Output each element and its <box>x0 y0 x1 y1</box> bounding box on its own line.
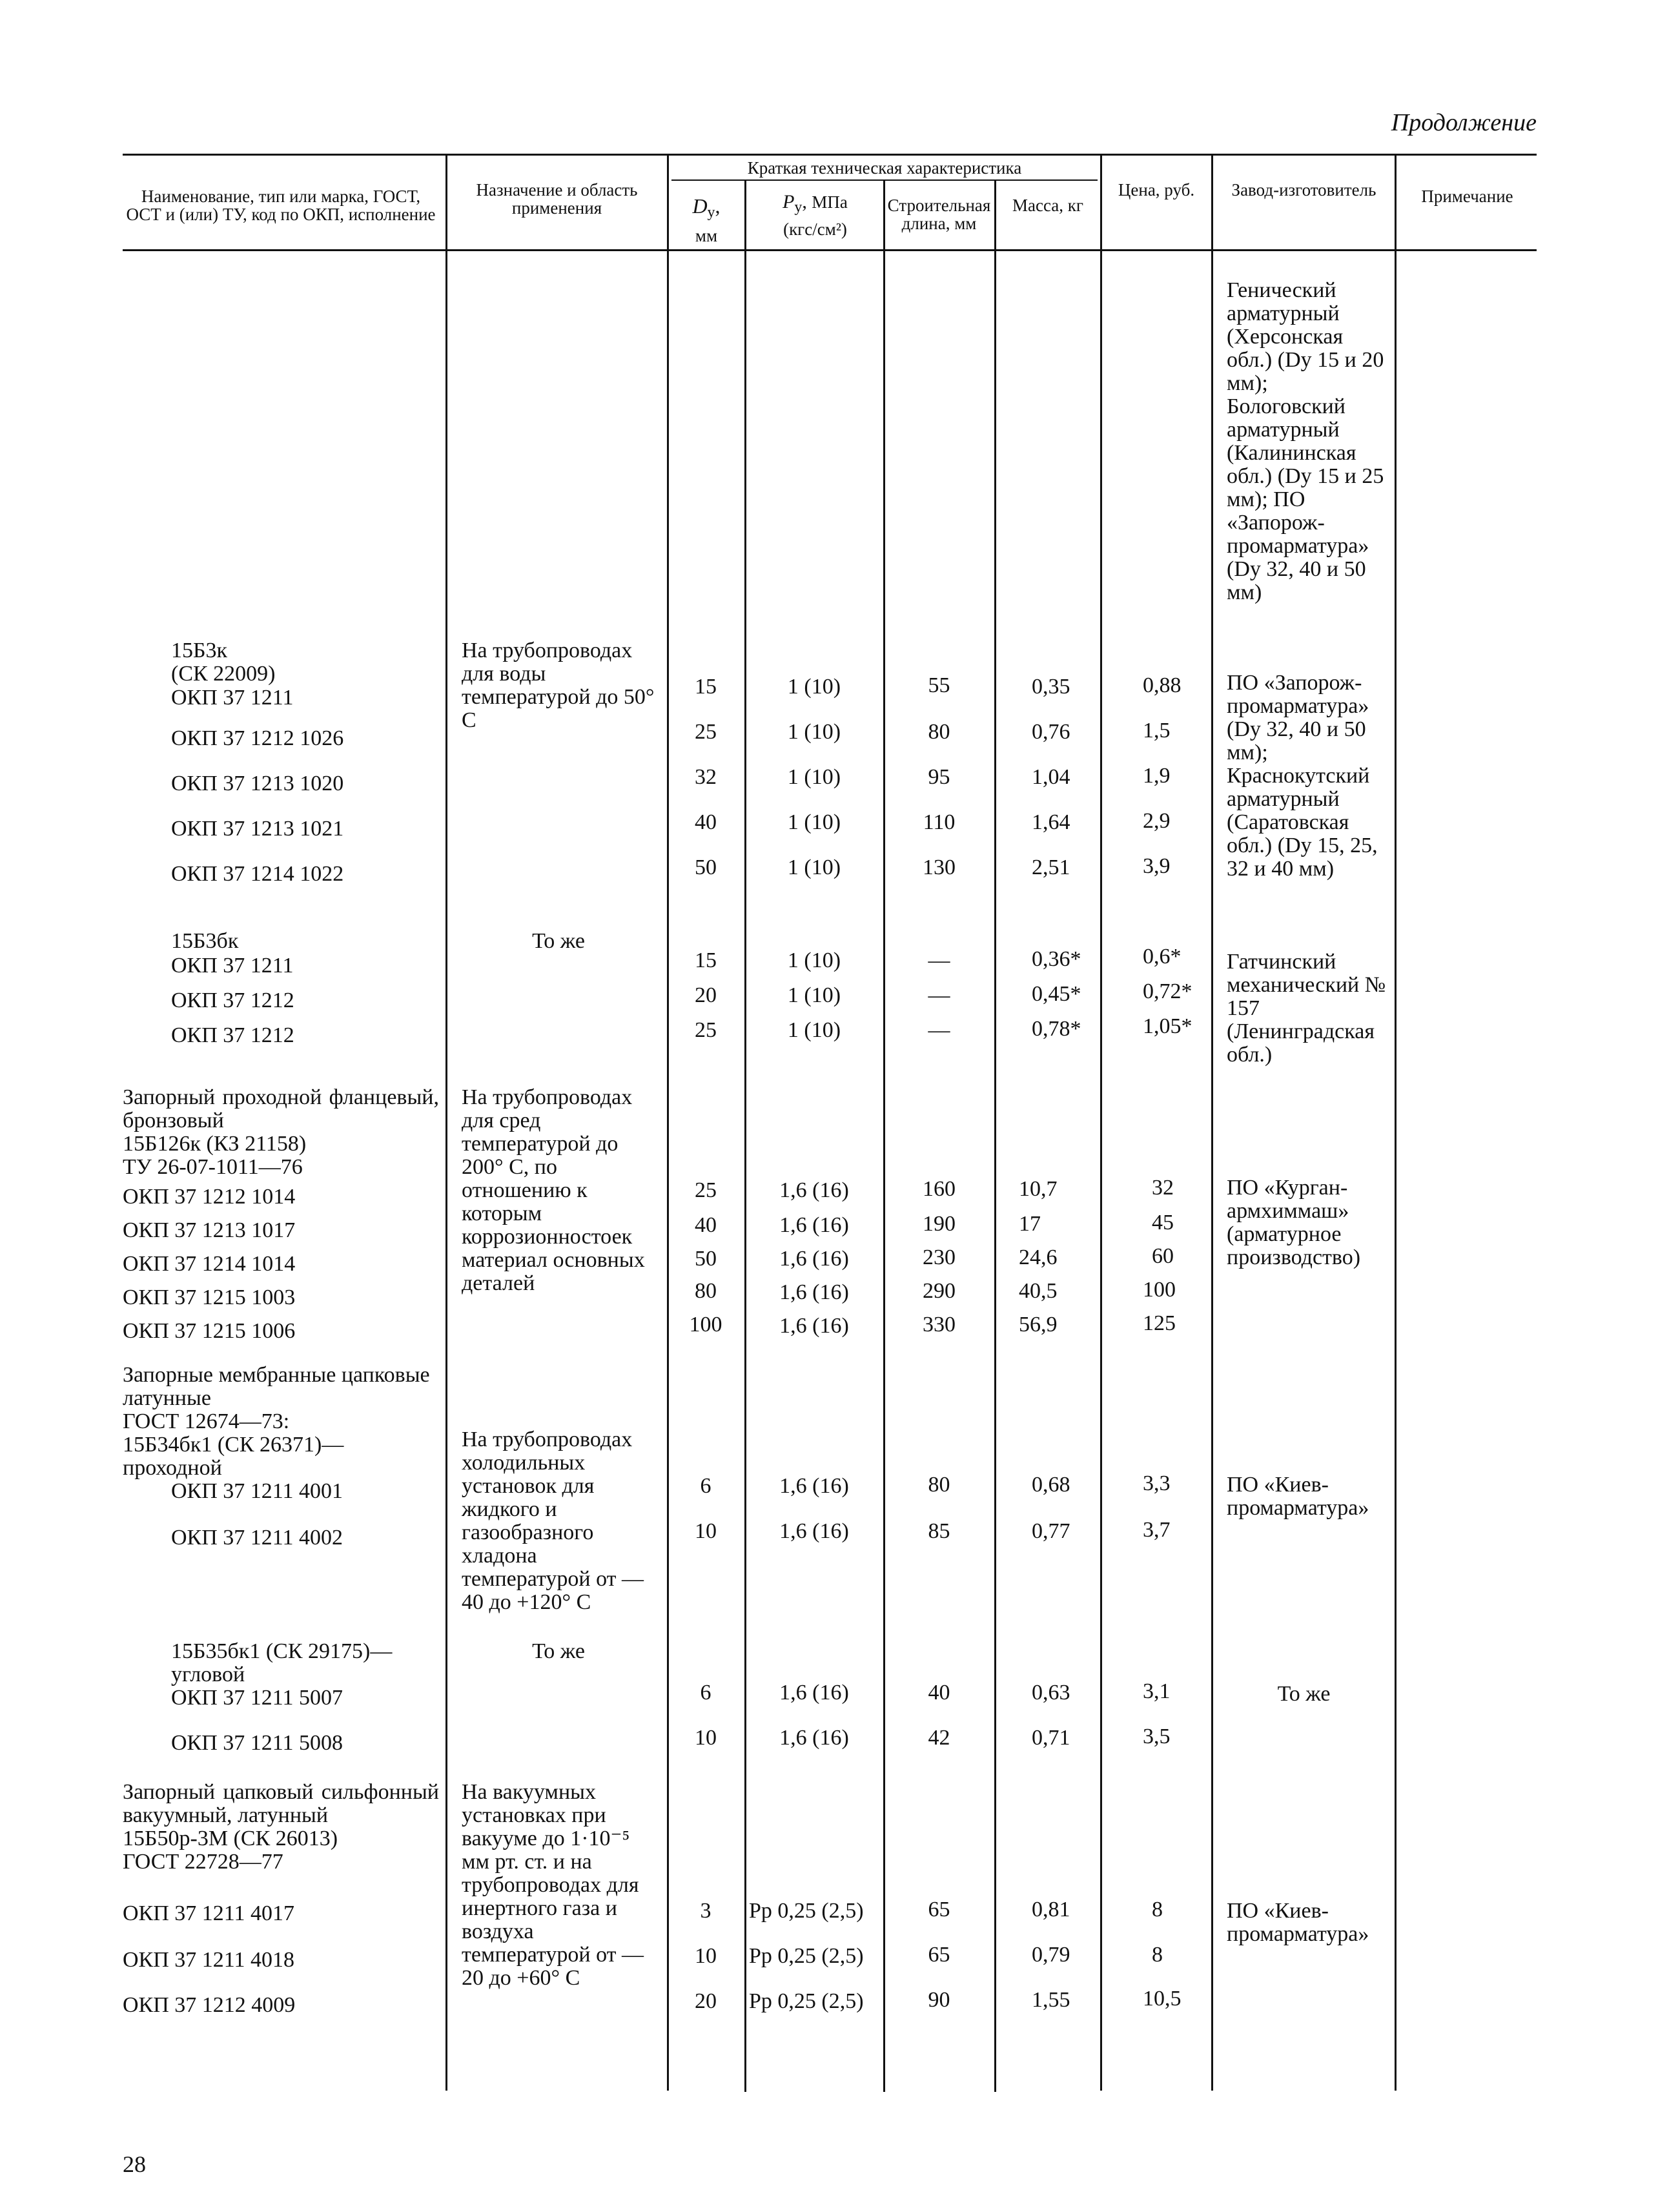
group-maker: Гатчинский механический № 157 (Ленинградская обл.) <box>1227 950 1386 1067</box>
length-value: 90 <box>928 1988 950 2012</box>
dy-value: 25 <box>695 1018 717 1042</box>
length-value: 65 <box>928 1943 950 1967</box>
price-value: 0,72* <box>1143 979 1192 1003</box>
header-py: $P_у$, МПа (кгс/см²) <box>783 191 848 239</box>
price-value: 3,9 <box>1143 854 1171 878</box>
dy-value: 10 <box>695 1726 717 1750</box>
dy-value: 40 <box>695 1213 717 1237</box>
okp-code: ОКП 37 1212 4009 <box>123 1993 296 2017</box>
header-top-rule <box>123 154 1537 156</box>
header-maker: Завод-изготовитель <box>1231 180 1376 200</box>
dy-value: 100 <box>689 1313 722 1336</box>
group-purpose: На вакуумных установках при вакууме до 1·10⁻⁵ мм рт. ст. и на трубопроводах для инертного газа и воздуха температурой от —20 до +60° С <box>462 1780 644 1990</box>
mass-value: 40,5 <box>1019 1279 1058 1303</box>
header-note: Примечание <box>1421 187 1513 206</box>
dy-value: 25 <box>695 720 717 744</box>
okp-code: ОКП 37 1211 5008 <box>171 1731 343 1755</box>
mass-value: 0,71 <box>1032 1726 1070 1750</box>
price-value: 3,3 <box>1143 1471 1171 1495</box>
price-value: 45 <box>1152 1211 1174 1234</box>
col-rule-1 <box>445 154 447 2091</box>
length-value: — <box>928 948 950 972</box>
group-maker: То же <box>1277 1682 1331 1706</box>
py-value: 1 (10) <box>787 855 841 879</box>
py-value: 1 (10) <box>787 983 841 1007</box>
py-value: 1 (10) <box>787 675 841 699</box>
price-value: 8 <box>1152 1943 1163 1967</box>
mass-value: 17 <box>1019 1212 1041 1236</box>
py-value: 1 (10) <box>787 1018 841 1042</box>
okp-code: ОКП 37 1215 1006 <box>123 1319 296 1343</box>
length-value: 95 <box>928 765 950 789</box>
okp-code: ОКП 37 1212 <box>171 1023 294 1047</box>
okp-code: ОКП 37 1211 5007 <box>171 1686 343 1710</box>
okp-code: ОКП 37 1214 1022 <box>171 862 344 886</box>
header-bottom-rule <box>123 249 1537 251</box>
group-maker: ПО «Киев-промарматура» <box>1227 1899 1369 1946</box>
price-value: 60 <box>1152 1244 1174 1268</box>
price-value: 2,9 <box>1143 809 1171 833</box>
length-value: 290 <box>923 1279 956 1303</box>
dy-value: 80 <box>695 1279 717 1303</box>
dy-value: 20 <box>695 983 717 1007</box>
length-value: 40 <box>928 1681 950 1705</box>
okp-code: ОКП 37 1213 1020 <box>171 772 344 795</box>
dy-value: 50 <box>695 1247 717 1271</box>
header-purpose: Назначение и область применения <box>476 180 638 218</box>
length-value: 230 <box>923 1245 956 1269</box>
mass-value: 0,76 <box>1032 720 1070 744</box>
group-name: Запорные мембранные цапковые латунные ГОСТ 12674—73: 15Б34бк1 (СК 26371)— проходной <box>123 1363 430 1480</box>
length-value: 42 <box>928 1726 950 1750</box>
dy-value: 20 <box>695 1989 717 2013</box>
length-value: 130 <box>923 855 956 879</box>
mass-value: 0,45* <box>1032 982 1081 1006</box>
dy-value: 10 <box>695 1944 717 1968</box>
okp-code: ОКП 37 1211 4017 <box>123 1901 295 1925</box>
header-mass: Масса, кг <box>1012 196 1083 215</box>
py-value: 1,6 (16) <box>779 1681 849 1705</box>
continuation-label: Продолжение <box>1391 109 1537 136</box>
dy-value: 6 <box>700 1681 711 1705</box>
group-name: Запорный цапковый сильфонный вакуумный, латунный 15Б50р-3М (СК 26013) ГОСТ 22728—77 <box>123 1780 439 1874</box>
mass-value: 0,36* <box>1032 947 1081 971</box>
length-value: 80 <box>928 720 950 744</box>
price-value: 125 <box>1143 1311 1176 1335</box>
py-value: Pр 0,25 (2,5) <box>749 1899 864 1923</box>
dy-value: 10 <box>695 1519 717 1543</box>
mass-value: 1,04 <box>1032 765 1070 789</box>
col-rule-4 <box>883 181 885 2092</box>
price-value: 1,05* <box>1143 1014 1192 1038</box>
okp-code: ОКП 37 1211 <box>171 686 294 710</box>
header-name: Наименование, тип или марка, ГОСТ, ОСТ и (или) ТУ, код по ОКП, исполнение <box>126 187 436 224</box>
header-dy: $D_у$, мм <box>692 194 721 245</box>
price-value: 0,6* <box>1143 945 1182 968</box>
okp-code: ОКП 37 1214 1014 <box>123 1252 296 1276</box>
okp-code: ОКП 37 1215 1003 <box>123 1285 296 1309</box>
length-value: — <box>928 983 950 1007</box>
price-value: 0,88 <box>1143 673 1182 697</box>
py-value: Pр 0,25 (2,5) <box>749 1944 864 1968</box>
py-value: Pр 0,25 (2,5) <box>749 1989 864 2013</box>
mass-value: 24,6 <box>1019 1245 1058 1269</box>
length-value: 85 <box>928 1519 950 1543</box>
dy-value: 15 <box>695 948 717 972</box>
py-value: 1,6 (16) <box>779 1726 849 1750</box>
length-value: 160 <box>923 1177 956 1201</box>
group-purpose: На трубопроводах холодильных установок для жидкого и газообразного хладона температурой от —40 до +120° С <box>462 1428 644 1614</box>
col-rule-3 <box>744 181 746 2092</box>
mass-value: 56,9 <box>1019 1313 1058 1336</box>
page-number: 28 <box>123 2151 146 2177</box>
group-name: 15Б35бк1 (СК 29175)— угловой <box>171 1639 393 1686</box>
py-value: 1,6 (16) <box>779 1474 849 1498</box>
okp-code: ОКП 37 1213 1017 <box>123 1218 296 1242</box>
price-value: 100 <box>1143 1278 1176 1302</box>
price-value: 10,5 <box>1143 1987 1182 2011</box>
mass-value: 0,78* <box>1032 1017 1081 1041</box>
group-maker: ПО «Курган-армхиммаш» (арматурное производство) <box>1227 1176 1361 1269</box>
py-value: 1,6 (16) <box>779 1519 849 1543</box>
mass-value: 2,51 <box>1032 855 1070 879</box>
col-rule-6 <box>1100 154 1102 2091</box>
length-value: 330 <box>923 1313 956 1336</box>
group-purpose: То же <box>532 929 585 953</box>
py-value: 1 (10) <box>787 720 841 744</box>
py-value: 1 (10) <box>787 948 841 972</box>
group-maker: ПО «Киев-промарматура» <box>1227 1473 1369 1520</box>
length-value: 190 <box>923 1212 956 1236</box>
col-rule-5 <box>994 181 996 2092</box>
dy-value: 40 <box>695 810 717 834</box>
mass-value: 0,68 <box>1032 1473 1070 1497</box>
okp-code: ОКП 37 1212 1014 <box>123 1185 296 1209</box>
price-value: 3,5 <box>1143 1725 1171 1748</box>
group-name: Запорный проходной фланцевый, бронзовый 15Б126к (КЗ 21158) ТУ 26-07-1011—76 <box>123 1085 439 1179</box>
dy-value: 25 <box>695 1178 717 1202</box>
dy-value: 15 <box>695 675 717 699</box>
py-value: 1,6 (16) <box>779 1213 849 1237</box>
dy-value: 50 <box>695 855 717 879</box>
length-value: 65 <box>928 1898 950 1921</box>
price-value: 32 <box>1152 1176 1174 1200</box>
dy-value: 32 <box>695 765 717 789</box>
length-value: 80 <box>928 1473 950 1497</box>
price-value: 8 <box>1152 1898 1163 1921</box>
col-rule-7 <box>1211 154 1213 2091</box>
length-value: — <box>928 1018 950 1042</box>
mass-value: 1,55 <box>1032 1988 1070 2012</box>
header-price: Цена, руб. <box>1118 180 1195 200</box>
length-value: 110 <box>923 810 956 834</box>
price-value: 3,1 <box>1143 1679 1171 1703</box>
mass-value: 0,79 <box>1032 1943 1070 1967</box>
py-value: 1,6 (16) <box>779 1247 849 1271</box>
group-purpose: То же <box>532 1639 585 1663</box>
mass-value: 0,35 <box>1032 675 1070 699</box>
maker-continued: Генический арматурный (Херсонская обл.) (Dy 15 и 20 мм); Бологовский арматурный (Калининская обл.) (Dy 15 и 25 мм); ПО «Запорож-промарматура» (Dy 32, 40 и 50 мм) <box>1227 278 1384 604</box>
okp-code: ОКП 37 1211 4018 <box>123 1948 295 1972</box>
mass-value: 0,77 <box>1032 1519 1070 1543</box>
mass-value: 1,64 <box>1032 810 1070 834</box>
header-group: Краткая техническая характеристика <box>747 158 1022 178</box>
okp-code: ОКП 37 1211 4001 <box>171 1479 343 1503</box>
group-name: 15Б3бк <box>171 929 239 953</box>
col-rule-2 <box>667 154 669 2091</box>
group-purpose: На трубопроводах для воды температурой до 50° С <box>462 639 655 732</box>
mass-value: 10,7 <box>1019 1177 1058 1201</box>
okp-code: ОКП 37 1212 <box>171 988 294 1012</box>
group-purpose: На трубопроводах для сред температурой до 200° С, по отношению к которым коррозионностоек материал основных деталей <box>462 1085 645 1295</box>
group-name: 15Б3к (СК 22009) <box>171 639 276 686</box>
okp-code: ОКП 37 1211 <box>171 954 294 978</box>
py-value: 1,6 (16) <box>779 1280 849 1304</box>
py-value: 1,6 (16) <box>779 1314 849 1338</box>
price-value: 3,7 <box>1143 1518 1171 1542</box>
mass-value: 0,63 <box>1032 1681 1070 1705</box>
mass-value: 0,81 <box>1032 1898 1070 1921</box>
dy-value: 6 <box>700 1474 711 1498</box>
dy-value: 3 <box>700 1899 711 1923</box>
price-value: 1,9 <box>1143 764 1171 788</box>
py-value: 1 (10) <box>787 765 841 789</box>
col-rule-8 <box>1395 154 1397 2091</box>
header-length: Строительная длина, мм <box>887 196 991 233</box>
py-value: 1,6 (16) <box>779 1178 849 1202</box>
okp-code: ОКП 37 1213 1021 <box>171 817 344 841</box>
length-value: 55 <box>928 673 950 697</box>
group-maker: ПО «Запорож-промарматура» (Dy 32, 40 и 50 мм); Краснокутский арматурный (Саратовская обл.) (Dy 15, 25, 32 и 40 мм) <box>1227 671 1378 881</box>
price-value: 1,5 <box>1143 719 1171 742</box>
py-value: 1 (10) <box>787 810 841 834</box>
okp-code: ОКП 37 1211 4002 <box>171 1526 343 1550</box>
okp-code: ОКП 37 1212 1026 <box>171 726 344 750</box>
